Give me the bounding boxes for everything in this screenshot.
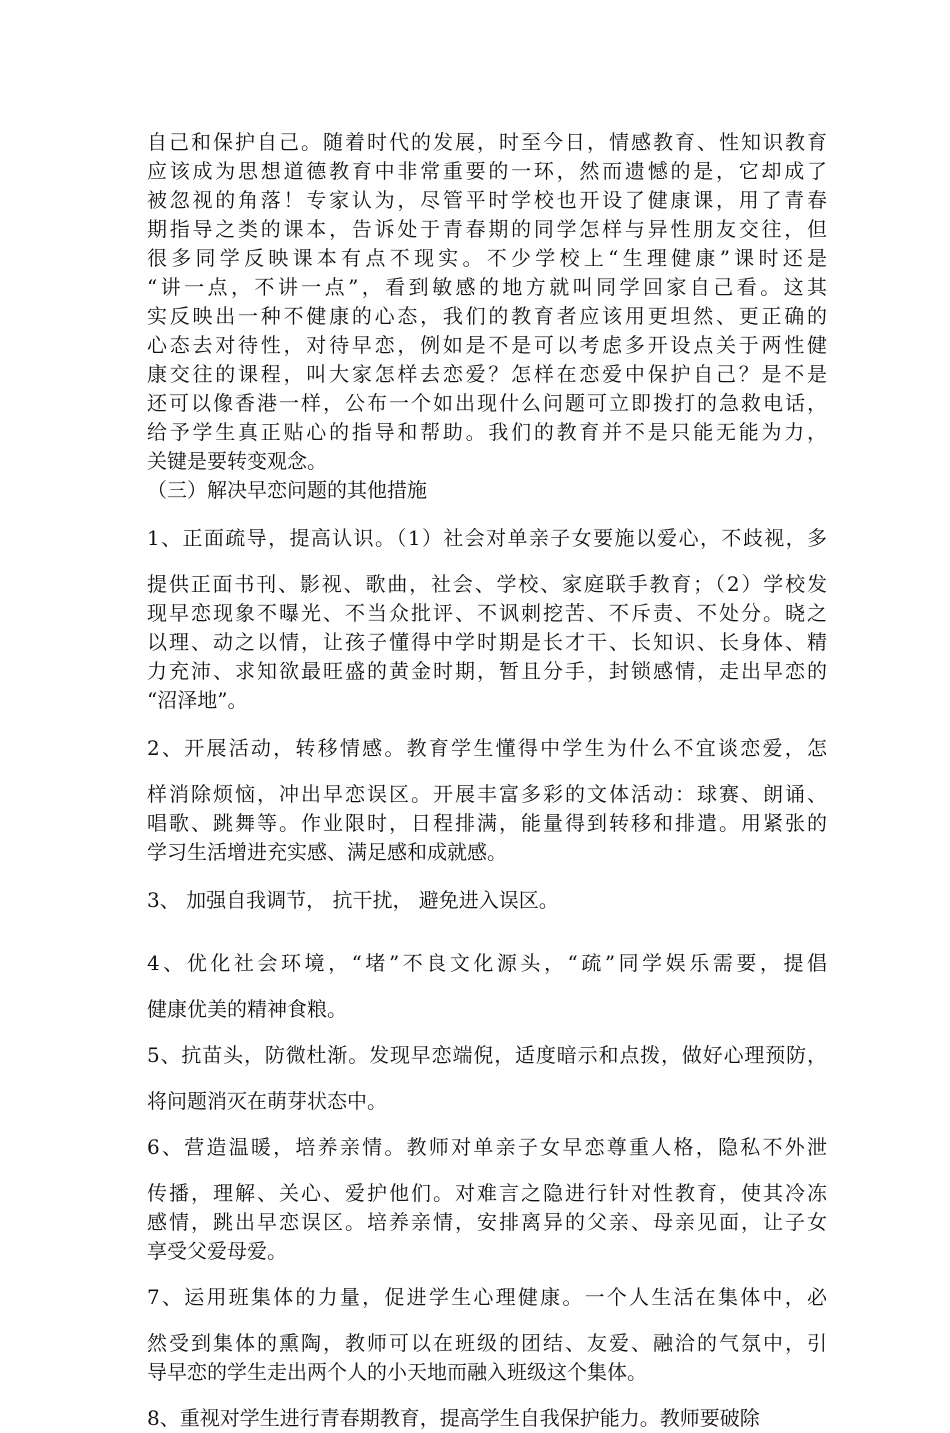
paragraph-line: 6、营造温暖，培养亲情。教师对单亲子女早恋尊重人格，隐私不外泄: [147, 1135, 827, 1159]
paragraph-line: 期指导之类的课本，告诉处于青春期的同学怎样与异性朋友交往，但: [147, 217, 827, 241]
paragraph-line: 8、重视对学生进行青春期教育，提高学生自我保护能力。教师要破除: [147, 1406, 760, 1430]
paragraph-line: “沼泽地”。: [147, 688, 248, 712]
paragraph-line: 力充沛、求知欲最旺盛的黄金时期，暂且分手，封锁感情，走出早恋的: [147, 659, 827, 683]
paragraph-line: 关键是要转变观念。: [147, 449, 327, 473]
paragraph-line: 3、 加强自我调节， 抗干扰， 避免进入误区。: [147, 888, 559, 912]
paragraph-line: 学习生活增进充实感、满足感和成就感。: [147, 840, 507, 864]
paragraph-line: 健康优美的精神食粮。: [147, 997, 347, 1021]
paragraph-line: 以理、动之以情，让孩子懂得中学时期是长才干、长知识、长身体、精: [147, 630, 827, 654]
paragraph-line: 享受父爱母爱。: [147, 1239, 287, 1263]
paragraph-line: 传播，理解、关心、爱护他们。对难言之隐进行针对性教育，使其冷冻: [147, 1181, 827, 1205]
paragraph-line: 唱歌、跳舞等。作业限时，日程排满，能量得到转移和排遣。用紧张的: [147, 811, 827, 835]
paragraph-line: 现早恋现象不曝光、不当众批评、不讽刺挖苦、不斥责、不处分。晓之: [147, 601, 827, 625]
paragraph-line: 还可以像香港一样，公布一个如出现什么问题可立即拨打的急救电话，: [147, 391, 827, 415]
paragraph-line: 被忽视的角落！专家认为，尽管平时学校也开设了健康课，用了青春: [147, 188, 827, 212]
paragraph-line: 5、抗苗头，防微杜渐。发现早恋端倪，适度暗示和点拨，做好心理预防，: [147, 1043, 827, 1067]
paragraph-line: 康交往的课程，叫大家怎样去恋爱？怎样在恋爱中保护自己？是不是: [147, 362, 827, 386]
paragraph-line: 1、正面疏导，提高认识。（1）社会对单亲子女要施以爱心，不歧视，多: [147, 526, 827, 550]
paragraph-line: 应该成为思想道德教育中非常重要的一环，然而遗憾的是，它却成了: [147, 159, 827, 183]
section-heading: （三）解决早恋问题的其他措施: [147, 478, 427, 502]
paragraph-line: 自己和保护自己。随着时代的发展，时至今日，情感教育、性知识教育: [147, 130, 827, 154]
paragraph-line: 心态去对待性，对待早恋，例如是不是可以考虑多开设点关于两性健: [147, 333, 827, 357]
paragraph-line: 4、优化社会环境，“堵”不良文化源头，“疏”同学娱乐需要，提倡: [147, 951, 827, 975]
paragraph-line: 感情，跳出早恋误区。培养亲情，安排离异的父亲、母亲见面，让子女: [147, 1210, 827, 1234]
paragraph-line: 给予学生真正贴心的指导和帮助。我们的教育并不是只能无能为力，: [147, 420, 827, 444]
paragraph-line: 提供正面书刊、影视、歌曲，社会、学校、家庭联手教育；（2）学校发: [147, 572, 827, 596]
paragraph-line: 2、开展活动，转移情感。教育学生懂得中学生为什么不宜谈恋爱，怎: [147, 736, 827, 760]
paragraph-line: 导早恋的学生走出两个人的小天地而融入班级这个集体。: [147, 1360, 647, 1384]
paragraph-line: 将问题消灭在萌芽状态中。: [147, 1089, 387, 1113]
paragraph-line: 很多同学反映课本有点不现实。不少学校上“生理健康”课时还是: [147, 246, 827, 270]
paragraph-line: 7、运用班集体的力量，促进学生心理健康。一个人生活在集体中，必: [147, 1285, 827, 1309]
paragraph-line: 实反映出一种不健康的心态，我们的教育者应该用更坦然、更正确的: [147, 304, 827, 328]
paragraph-line: “讲一点，不讲一点”，看到敏感的地方就叫同学回家自己看。这其: [147, 275, 827, 299]
paragraph-line: 样消除烦恼，冲出早恋误区。开展丰富多彩的文体活动：球赛、朗诵、: [147, 782, 827, 806]
paragraph-line: 然受到集体的熏陶，教师可以在班级的团结、友爱、融洽的气氛中，引: [147, 1331, 827, 1355]
